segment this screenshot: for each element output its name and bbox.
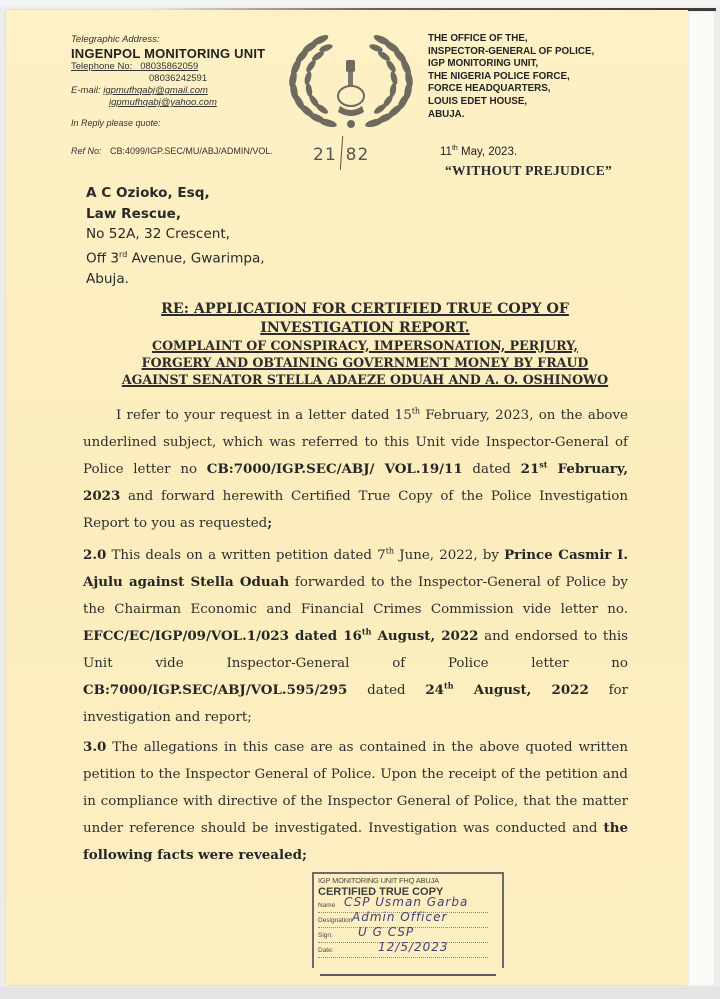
ref-label: Ref No: [71,146,102,156]
paragraph-3 [83,734,628,869]
stamp-sign-value: U G CSP [358,925,415,939]
reference-number-row [71,146,273,156]
telephone-line-1 [71,61,265,73]
addressee-firm: Law Rescue, [86,205,182,222]
letterhead-office-address [428,33,594,121]
addressee-name: A C Ozioko, Esq, [86,185,210,201]
p2-text: for investigation and report; [83,683,628,725]
p1-text: I refer to your request in a letter dated 15 [116,408,412,423]
ref-hand-slash [339,136,342,170]
nigeria-police-crest-icon [284,30,418,132]
p1-ref-bold: CB:7000/IGP.SEC/ABJ/ VOL.19/11 [206,461,463,477]
addressee-line-2 [86,245,265,269]
ref-hand-num: 82 [345,145,370,165]
certified-true-copy-stamp [312,872,504,968]
addressee-line-2-post: Avenue, Gwarimpa, [127,250,265,267]
stamp-row-date [318,940,488,958]
email-link-yahoo[interactable]: igpmufhqabj@yahoo.com [109,97,217,108]
stamp-title: CERTIFIED TRUE COPY [318,886,444,898]
subject-line-1: RE: APPLICATION FOR CERTIFIED TRUE COPY OF [161,301,569,317]
subject-line-4: FORGERY AND OBTAINING GOVERNMENT MONEY BY FRAUD [141,354,589,370]
p1-text: February, 2023, on the above underlined subject, which was referred to this Unit vide Inspector-General of Police letter no [83,408,628,477]
p1-sup: th [411,406,421,416]
window-top-strip [0,0,720,6]
addressee-line-2-sup: rd [119,249,128,259]
ref-number: CB:4099/IGP.SEC/MU/ABJ/ADMIN/VOL. [110,146,273,156]
without-prejudice-label: “WITHOUT PREJUDICE” [445,163,613,178]
p3-number: 3.0 [83,739,107,755]
paragraph-1 [83,402,628,537]
stamp-name-label: Name [318,902,336,909]
stamp-designation-value: Admin Officer [352,910,448,924]
page-right-margin [688,12,714,985]
stamp-sign-label: Sign: [318,932,333,939]
stamp-date-value: 12/5/2023 [378,940,449,954]
letterhead-left [71,34,265,129]
office-line: INSPECTOR-GENERAL OF POLICE, [428,45,595,57]
office-line: THE NIGERIA POLICE FORCE, [428,70,570,82]
office-line: LOUIS EDET HOUSE, [428,95,528,107]
window-bottom-strip [0,987,720,999]
ref-handwritten-number [313,138,369,172]
p2-efcc-bold [83,628,478,644]
stamp-date-label: Date: [318,947,334,954]
telephone-label: Telephone No: [71,61,133,72]
subject-line-2: INVESTIGATION REPORT. [260,320,470,336]
email-label: E-mail: [71,85,101,96]
subject-line-3: COMPLAINT OF CONSPIRACY, IMPERSONATION, PERJURY, [152,338,578,353]
office-line: ABUJA. [428,108,465,120]
subject-line-5: AGAINST SENATOR STELLA ADAEZE ODUAH AND A. O. OSHINOWO [121,371,609,387]
p2-efcc-ref: EFCC/EC/IGP/09/VOL.1/023 dated 16 [83,628,362,644]
telephone-number-1: 08035862059 [140,61,199,72]
p1-date-post: February, 2023 [83,461,628,504]
p2-text: June, 2022, by [394,548,505,563]
addressee-line-1: No 52A, 32 Crescent, [86,226,230,242]
p2-number: 2.0 [83,547,107,563]
ref-hand-vol: 21 [313,145,337,165]
stamp-designation-label: Designation [318,917,353,924]
p2-efcc-post: August, 2022 [371,628,479,644]
p2-date-sup: th [444,680,454,691]
stamp-name-value: CSP Usman Garba [344,895,469,909]
p1-date-sup: st [539,459,548,470]
subject-heading [70,300,660,388]
office-line: FORCE HEADQUARTERS, [428,83,551,95]
telegraphic-label: Telegraphic Address: [71,34,160,45]
office-line: THE OFFICE OF THE, [428,33,528,44]
p2-ref-bold: CB:7000/IGP.SEC/ABJ/VOL.595/295 [83,682,348,698]
p1-end: ; [267,515,273,531]
p2-date-post: August, 2022 [453,682,589,698]
p2-efcc-sup: th [361,626,372,637]
p2-date-pre: 24 [425,682,444,698]
p2-text: and endorsed to this Unit vide Inspector-General of Police letter no [83,629,629,671]
p1-date-pre: 21 [520,461,540,477]
unit-name: INGENPOL MONITORING UNIT [71,46,266,61]
date-rest: May, 2023. [457,145,518,158]
addressee-line-2-pre: Off 3 [86,250,120,267]
email-line-1 [71,85,265,97]
addressee-block [86,183,265,289]
date-day: 11 [440,145,452,158]
p2-date-bold [425,682,588,698]
p2-text: forwarded to the Inspector-General of Police by the Chairman Economic and Financial Crimes Commission vide letter no. [83,575,628,617]
p2-text: This deals on a written petition dated 7 [106,548,386,563]
p1-text: and forward herewith Certified True Copy of the Police Investigation Report to you as requested [83,489,628,531]
p1-text: dated [462,462,521,477]
addressee-city: Abuja. [86,270,129,287]
letter-date [440,145,517,158]
p2-text: dated [347,683,426,698]
stamp-header: IGP MONITORING UNIT FHQ ABUJA [318,876,439,885]
date-suffix: th [451,145,458,152]
p2-sup: th [385,546,395,556]
email-link-gmail[interactable]: igpmufhqabj@gmail.com [103,85,208,96]
p2-parties-bold: Prince Casmir I. Ajulu against Stella Oduah [83,547,629,590]
reply-note: In Reply please quote: [71,118,161,128]
p3-end-bold: the following facts were revealed; [83,820,628,863]
paragraph-2 [83,542,628,731]
office-line: IGP MONITORING UNIT, [428,58,539,70]
p3-text: The allegations in this case are as contained in the above quoted written petition to the Inspector General of Police. Upon the receipt of the petition and in compliance with directive of the Inspector General of Police, that the matter under reference should be investigated. Investigation was conducted and [83,740,628,836]
telephone-number-2: 08036242591 [149,73,208,84]
